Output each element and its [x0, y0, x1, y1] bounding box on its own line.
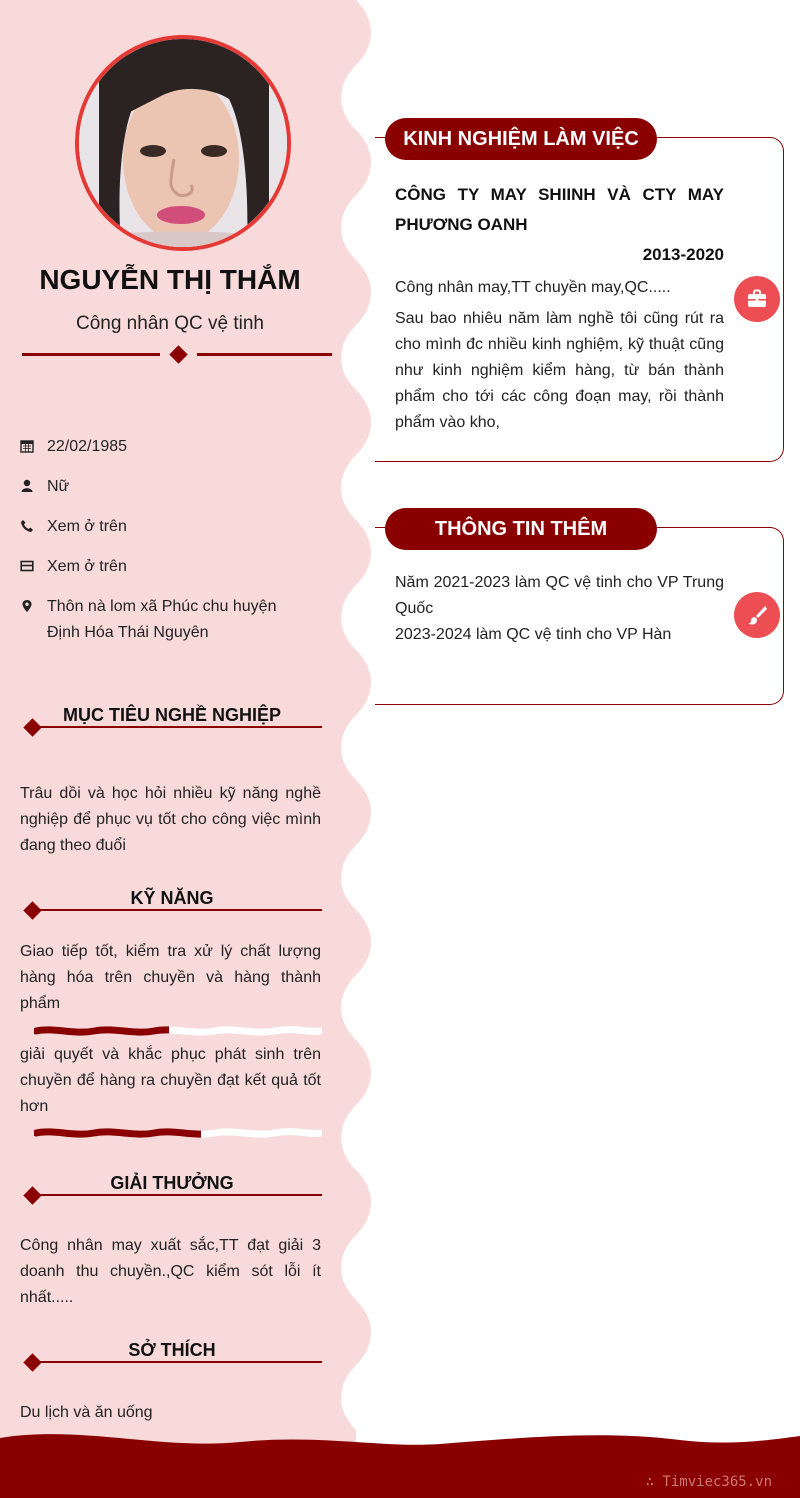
gender-text: Nữ [47, 478, 70, 495]
name-divider [22, 345, 332, 365]
avatar [75, 35, 291, 251]
objective-text: Trâu dồi và học hỏi nhiều kỹ năng nghề nghiệp để phục vụ tốt cho công việc mình đang theo đuổi [20, 785, 321, 854]
hobbies-heading [22, 1340, 322, 1366]
hobbies-title: SỞ THÍCH [128, 1340, 216, 1360]
address-line-2: Định Hóa Thái Nguyên [47, 624, 209, 641]
experience-period: 2013-2020 [642, 245, 724, 264]
awards-text: Công nhân may xuất sắc,TT đạt giải 3 doanh thu chuyền.,QC kiểm sót lỗi ít nhất..... [20, 1237, 321, 1306]
birthday-text: 22/02/1985 [47, 438, 128, 455]
email-text[interactable]: Xem ở trên [47, 558, 127, 575]
additional-icon-badge [734, 592, 780, 638]
experience-title: KINH NGHIỆM LÀM VIỆC [385, 118, 657, 160]
awards-title: GIẢI THƯỞNG [110, 1173, 234, 1193]
briefcase-icon [746, 288, 768, 310]
contact-address [20, 594, 320, 646]
skills-heading [22, 888, 322, 914]
contact-email [20, 554, 320, 580]
phone-text[interactable]: Xem ở trên [47, 518, 127, 535]
skill-level-bar [34, 1024, 322, 1038]
map-marker-icon [20, 599, 34, 613]
experience-company: CÔNG TY MAY SHIINH VÀ CTY MAY PHƯƠNG OANH [395, 185, 724, 234]
calendar-icon [20, 439, 34, 453]
heading-rule [32, 726, 322, 728]
skills-title: KỸ NĂNG [130, 888, 214, 908]
experience-icon-badge [734, 276, 780, 322]
address-line-1: Thôn nà lom xã Phúc chu huyện [47, 598, 277, 615]
additional-line-2: 2023-2024 làm QC vệ tinh cho VP Hàn [395, 626, 672, 643]
heading-rule [32, 909, 322, 911]
experience-description: Sau bao nhiêu năm làm nghề tôi cũng rút ra cho mình đc nhiều kinh nghiệm, kỹ thuật cũng như kinh nghiệm kiểm hàng, từ bán thành phẩm cho tới các công đoạn may, rồi thành phẩm vào kho, [395, 310, 724, 431]
contact-gender [20, 474, 320, 500]
candidate-name: NGUYỄN THỊ THẮM [39, 264, 301, 295]
user-icon [20, 479, 34, 493]
additional-line-1: Năm 2021-2023 làm QC vệ tinh cho VP Trung Quốc [395, 574, 724, 617]
skill-item-text: giải quyết và khắc phục phát sinh trên chuyền để hàng ra chuyền đạt kết quả tốt hơn [20, 1046, 321, 1115]
contact-birthday [20, 434, 320, 460]
envelope-icon [20, 559, 34, 573]
job-title: Công nhân QC vệ tinh [75, 313, 264, 334]
paintbrush-icon [746, 604, 768, 626]
hobbies-text: Du lịch và ăn uống [20, 1404, 153, 1421]
objective-heading [22, 705, 322, 731]
skill-level-bar [34, 1126, 322, 1140]
contact-phone [20, 514, 320, 540]
awards-heading [22, 1173, 322, 1199]
skill-item-text: Giao tiếp tốt, kiểm tra xử lý chất lượng hàng hóa trên chuyền và hàng thành phẩm [20, 943, 321, 1012]
additional-title: THÔNG TIN THÊM [385, 508, 657, 550]
objective-title: MỤC TIÊU NGHỀ NGHIỆP [62, 705, 281, 725]
heading-rule [32, 1194, 322, 1196]
phone-icon [20, 519, 34, 533]
avatar-portrait-image [79, 39, 287, 247]
heading-rule [32, 1361, 322, 1363]
experience-position: Công nhân may,TT chuyền may,QC..... [395, 279, 671, 296]
footer-brand[interactable]: ∴ Timviec365.vn [645, 1474, 772, 1490]
